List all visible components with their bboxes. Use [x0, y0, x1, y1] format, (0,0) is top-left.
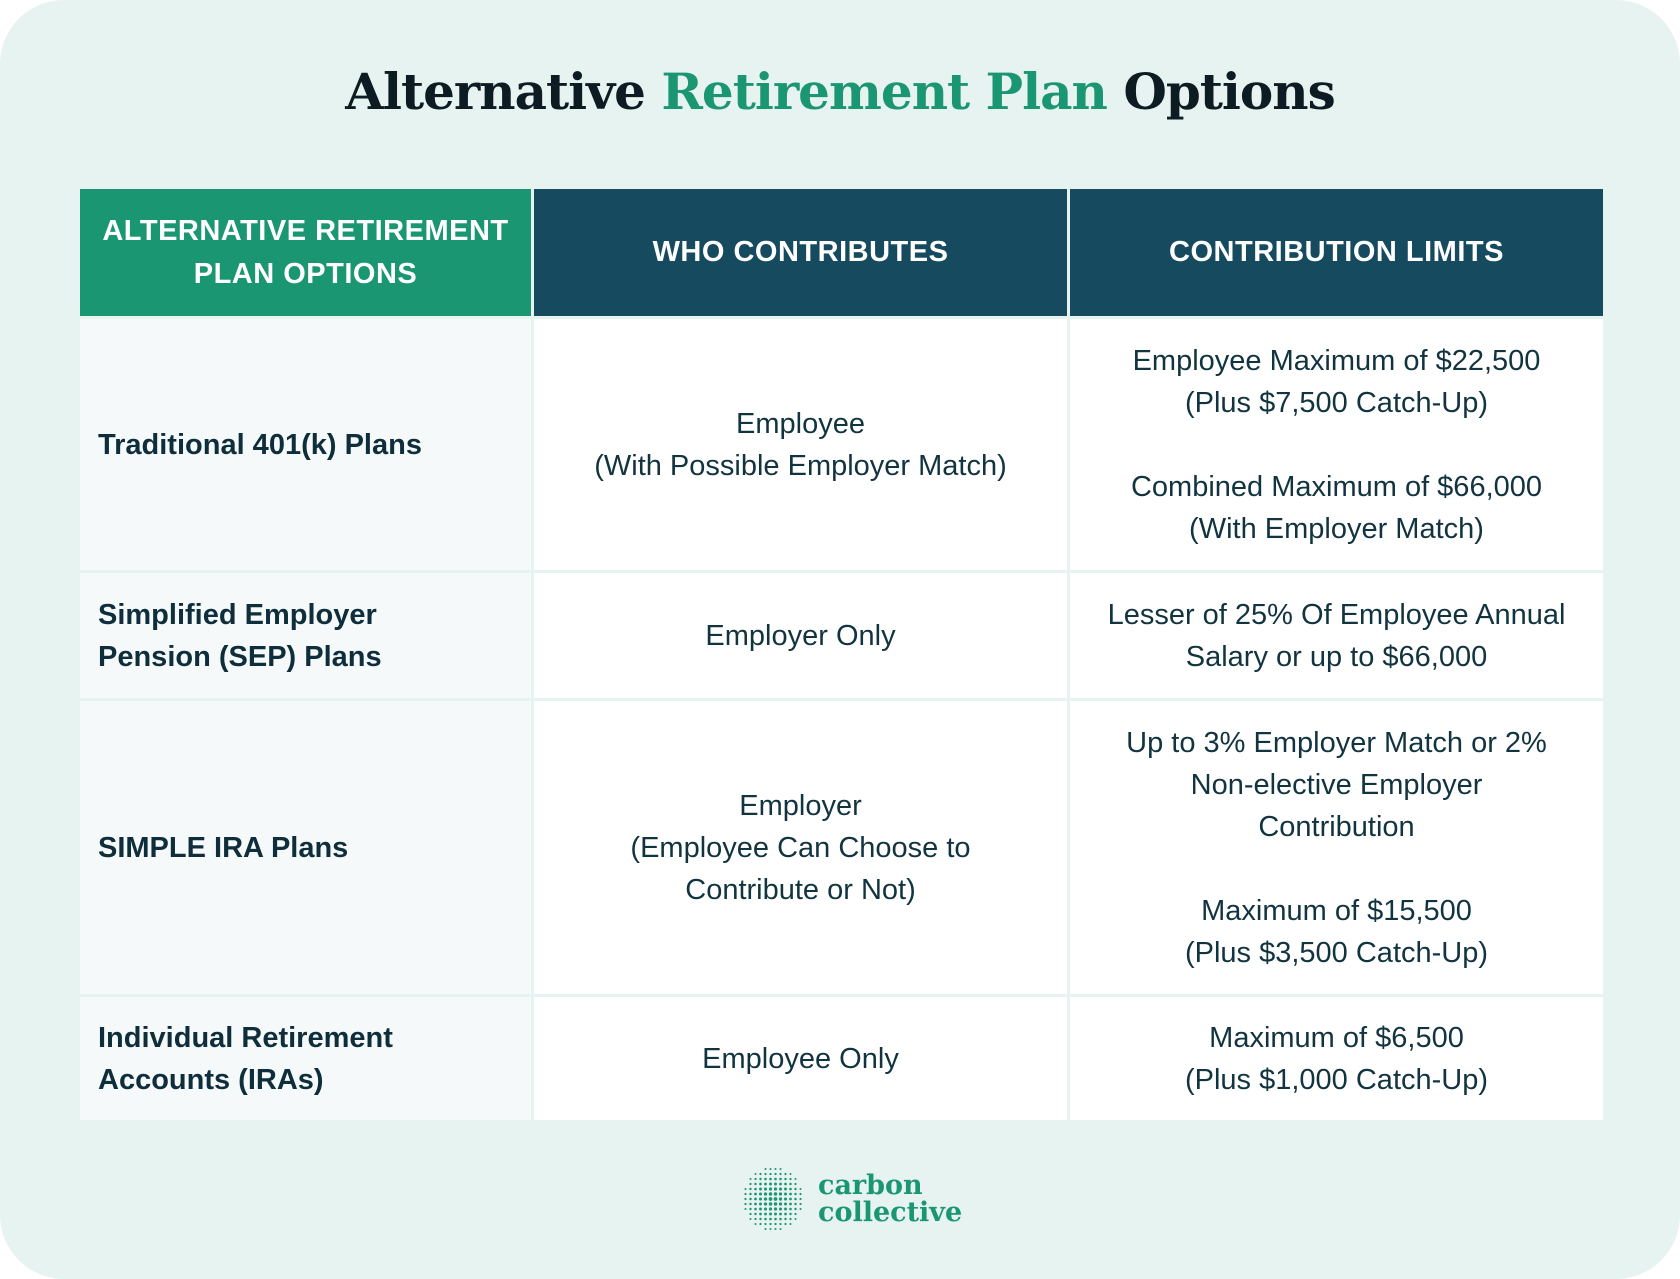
contribution-limits-cell — [1069, 572, 1605, 700]
logo-dot — [764, 1192, 767, 1195]
logo-dot — [779, 1223, 781, 1225]
logo-dot — [754, 1178, 756, 1180]
logo-dot — [780, 1228, 782, 1230]
cell-text: Employee — [736, 407, 865, 440]
cell-text: Employee Only — [702, 1042, 899, 1075]
logo-dot — [749, 1208, 751, 1210]
logo-dot — [774, 1223, 776, 1225]
logo-dot — [794, 1203, 796, 1205]
logo-dot — [774, 1228, 776, 1230]
cell-text: Simplified Employer — [98, 598, 377, 631]
logo-dot — [769, 1187, 772, 1190]
contribution-limits-cell — [1069, 318, 1605, 572]
logo-dot — [794, 1178, 796, 1180]
logo-dot — [754, 1203, 757, 1206]
logo-dot — [779, 1173, 781, 1175]
logo-dot — [759, 1197, 762, 1200]
logo-dot — [774, 1168, 776, 1170]
table-row — [79, 700, 1605, 996]
logo-dot — [744, 1198, 746, 1200]
logo-dot — [794, 1218, 796, 1220]
logo-dot — [789, 1203, 792, 1206]
cell-text: (Employee Can Choose to — [630, 831, 971, 864]
cell-text: Non-elective Employer — [1190, 768, 1483, 801]
logo-dot — [744, 1208, 746, 1210]
logo-dot — [749, 1198, 752, 1201]
cell-text: (With Possible Employer Match) — [594, 449, 1007, 482]
logo-dot — [789, 1188, 792, 1191]
page-title — [0, 62, 1680, 121]
logo-dot — [789, 1213, 791, 1215]
logo-dot — [754, 1198, 757, 1201]
logo-dot — [779, 1187, 782, 1190]
header-contribution-limits: CONTRIBUTION LIMITS — [1069, 188, 1605, 318]
logo-dot — [789, 1198, 792, 1201]
logo-dot — [759, 1192, 762, 1195]
logo-dot — [774, 1213, 777, 1216]
logo-dot — [764, 1223, 766, 1225]
logo-dot — [769, 1183, 772, 1186]
logo-dot — [780, 1168, 782, 1170]
logo-dot — [784, 1202, 787, 1205]
logo-dot — [789, 1173, 791, 1175]
logo-dot — [779, 1207, 782, 1210]
logo-dot — [749, 1183, 751, 1185]
cell-text: (Plus $7,500 Catch-Up) — [1184, 386, 1489, 419]
logo-dot — [779, 1213, 782, 1216]
logo-dot — [759, 1223, 761, 1225]
logo-dot — [799, 1193, 801, 1195]
logo-dot — [769, 1218, 772, 1221]
logo-dot — [749, 1193, 751, 1195]
logo-dot — [749, 1188, 751, 1190]
logo-dot — [764, 1213, 767, 1216]
logo-dot — [769, 1192, 772, 1195]
plan-name-cell — [79, 700, 533, 996]
who-contributes-cell — [533, 318, 1069, 572]
cell-text: Contribution — [1258, 810, 1415, 843]
cell-text: SIMPLE IRA Plans — [98, 831, 349, 864]
logo-dot — [764, 1218, 767, 1221]
logo-line-collective: collective — [818, 1197, 963, 1228]
logo-dot — [784, 1173, 786, 1175]
cell-text: (Plus $3,500 Catch-Up) — [1184, 936, 1489, 969]
logo-dot — [784, 1208, 787, 1211]
plan-name-cell — [79, 996, 533, 1122]
logo-dot — [769, 1213, 772, 1216]
logo-dot — [774, 1197, 778, 1201]
logo-dot — [779, 1218, 782, 1221]
logo-dot — [769, 1207, 772, 1210]
logo-dot — [784, 1183, 787, 1186]
cell-text: (With Employer Match) — [1189, 512, 1484, 545]
logo-dot — [784, 1178, 786, 1180]
title-part2: Options — [1106, 62, 1335, 121]
logo-dot — [794, 1193, 796, 1195]
logo-dot — [754, 1193, 757, 1196]
logo-dot — [774, 1178, 777, 1181]
logo-line-carbon: carbon — [818, 1170, 923, 1201]
logo-dot — [799, 1198, 801, 1200]
cell-text: Employer Only — [705, 619, 896, 652]
logo-dot — [784, 1197, 787, 1200]
carbon-collective-logo — [740, 1166, 962, 1232]
logo-dot — [769, 1178, 772, 1181]
who-contributes-cell — [533, 996, 1069, 1122]
logo-dot — [779, 1178, 782, 1181]
logo-dot — [784, 1223, 786, 1225]
table-row — [79, 318, 1605, 572]
logo-dot — [799, 1208, 801, 1210]
cell-text: Combined Maximum of $66,000 — [1130, 470, 1543, 503]
logo-dot — [769, 1197, 773, 1201]
logo-dot — [759, 1173, 761, 1175]
logo-dot — [774, 1202, 777, 1205]
logo-dot — [769, 1168, 771, 1170]
header-who-contributes: WHO CONTRIBUTES — [533, 188, 1069, 318]
logo-dot — [769, 1173, 771, 1175]
logo-dot — [744, 1203, 746, 1205]
logo-dot — [759, 1178, 761, 1180]
logo-dot — [784, 1192, 787, 1195]
table-header-row — [79, 188, 1605, 318]
logo-dot — [789, 1223, 791, 1225]
logo-dot — [784, 1188, 787, 1191]
logo-dot — [794, 1188, 796, 1190]
logo-dot — [769, 1228, 771, 1230]
logo-dot — [759, 1218, 761, 1220]
dotted-globe-icon — [740, 1166, 806, 1232]
logo-dot — [764, 1207, 767, 1210]
logo-dot — [754, 1218, 756, 1220]
logo-dot — [789, 1178, 791, 1180]
logo-dot — [754, 1188, 757, 1191]
logo-dot — [754, 1173, 756, 1175]
logo-dot — [749, 1178, 751, 1180]
logo-dot — [774, 1187, 777, 1190]
logo-dot — [794, 1183, 796, 1185]
retirement-plans-table — [77, 186, 1606, 1123]
logo-dot — [754, 1183, 756, 1185]
who-contributes-cell — [533, 700, 1069, 996]
logo-dot — [789, 1218, 791, 1220]
cell-text: Accounts (IRAs) — [98, 1063, 324, 1096]
plan-name-cell — [79, 572, 533, 700]
logo-dot — [774, 1218, 777, 1221]
logo-dot — [789, 1208, 792, 1211]
logo-dot — [779, 1197, 782, 1200]
logo-dot — [754, 1223, 756, 1225]
logo-dot — [764, 1187, 767, 1190]
cell-text: Lesser of 25% Of Employee Annual — [1107, 598, 1566, 631]
cell-text: Up to 3% Employer Match or 2% — [1126, 726, 1547, 759]
logo-dot — [774, 1183, 777, 1186]
logo-dot — [774, 1173, 776, 1175]
cell-text: Employee Maximum of $22,500 — [1132, 344, 1541, 377]
logo-dot — [794, 1198, 797, 1201]
logo-dot — [749, 1203, 751, 1205]
logo-dot — [799, 1203, 801, 1205]
cell-text: Contribute or Not) — [685, 873, 916, 906]
cell-text: Individual Retirement — [98, 1021, 393, 1054]
paragraph-gap — [1090, 848, 1583, 890]
logo-dot — [779, 1192, 782, 1195]
logo-dot — [759, 1202, 762, 1205]
logo-dot — [759, 1213, 762, 1216]
logo-dot — [759, 1188, 762, 1191]
logo-dot — [744, 1193, 746, 1195]
who-contributes-cell — [533, 572, 1069, 700]
paragraph-gap — [1090, 424, 1583, 466]
logo-dot — [764, 1183, 767, 1186]
logo-wordmark — [818, 1172, 962, 1226]
logo-dot — [754, 1213, 756, 1215]
cell-text: Traditional 401(k) Plans — [98, 428, 422, 461]
contribution-limits-cell — [1069, 700, 1605, 996]
header-plan-options: ALTERNATIVE RETIREMENT PLAN OPTIONS — [79, 188, 533, 318]
table-row — [79, 572, 1605, 700]
logo-dot — [764, 1173, 766, 1175]
logo-dot — [764, 1178, 767, 1181]
logo-dot — [765, 1168, 767, 1170]
cell-text: Employer — [739, 789, 862, 822]
logo-dot — [789, 1183, 791, 1185]
cell-text: Salary or up to $66,000 — [1185, 640, 1488, 673]
logo-dot — [794, 1208, 796, 1210]
logo-dot — [759, 1208, 762, 1211]
cell-text: Maximum of $15,500 — [1201, 894, 1472, 927]
table-row — [79, 996, 1605, 1122]
logo-dot — [749, 1218, 751, 1220]
logo-dot — [754, 1208, 757, 1211]
logo-dot — [764, 1202, 767, 1205]
logo-dot — [794, 1213, 796, 1215]
title-part1: Alternative — [345, 62, 662, 121]
logo-dot — [779, 1202, 782, 1205]
logo-dot — [744, 1188, 746, 1190]
logo-dot — [779, 1183, 782, 1186]
logo-dot — [784, 1218, 786, 1220]
cell-text: Maximum of $6,500 — [1209, 1021, 1464, 1054]
logo-dot — [749, 1213, 751, 1215]
logo-dot — [769, 1223, 771, 1225]
logo-dot — [765, 1228, 767, 1230]
plan-name-cell — [79, 318, 533, 572]
cell-text: (Plus $1,000 Catch-Up) — [1184, 1063, 1489, 1096]
logo-dot — [764, 1197, 767, 1200]
cell-text: Pension (SEP) Plans — [98, 640, 382, 673]
title-accent: Retirement Plan — [661, 62, 1107, 121]
logo-dot — [799, 1188, 801, 1190]
logo-dot — [769, 1202, 772, 1205]
logo-dot — [759, 1183, 762, 1186]
logo-dot — [789, 1193, 792, 1196]
logo-dot — [774, 1192, 777, 1195]
logo-dot — [784, 1213, 787, 1216]
logo-dot — [774, 1207, 777, 1210]
contribution-limits-cell — [1069, 996, 1605, 1122]
